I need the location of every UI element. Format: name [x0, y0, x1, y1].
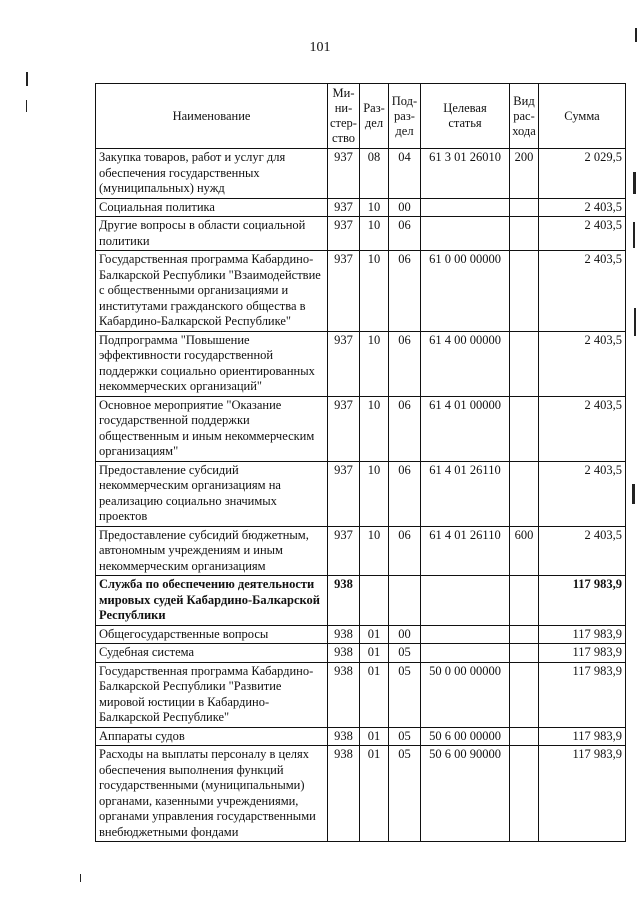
row-ministry-cell: 938: [328, 576, 360, 626]
row-subsection-cell: 06: [389, 331, 421, 396]
row-target-cell: [421, 625, 510, 644]
table-body: [96, 149, 626, 842]
row-ministry-cell: 937: [328, 331, 360, 396]
row-subsection-cell: 00: [389, 625, 421, 644]
row-section-cell: 10: [360, 331, 389, 396]
row-sum-cell: 2 403,5: [539, 217, 626, 251]
row-subsection-cell: 06: [389, 396, 421, 461]
row-subsection-cell: 05: [389, 746, 421, 842]
scan-artifact-mark: [80, 874, 81, 882]
row-name-cell: Предоставление субсидий бюджетным, автономным учреждениям и иным некоммерческим организациям: [96, 526, 328, 576]
header-target: Целевая статья: [421, 84, 510, 149]
row-name-cell: Государственная программа Кабардино-Балкарской Республики "Взаимодействие с общественными организациями и институтами гражданского общества в Кабардино-Балкарской Республике": [96, 251, 328, 332]
row-section-cell: 01: [360, 644, 389, 663]
row-subsection-cell: 05: [389, 662, 421, 727]
row-target-cell: 61 0 00 00000: [421, 251, 510, 332]
row-target-cell: 50 6 00 00000: [421, 727, 510, 746]
row-ministry-cell: 937: [328, 149, 360, 199]
row-section-cell: 01: [360, 727, 389, 746]
row-target-cell: 61 3 01 26010: [421, 149, 510, 199]
row-ministry-cell: 938: [328, 644, 360, 663]
row-name-cell: Аппараты судов: [96, 727, 328, 746]
header-subsection: Под- раз- дел: [389, 84, 421, 149]
row-name-cell: Социальная политика: [96, 198, 328, 217]
row-subsection-cell: 05: [389, 644, 421, 663]
row-expense-type-cell: [510, 625, 539, 644]
table-row: [96, 644, 626, 663]
row-name-cell: Служба по обеспечению деятельности мировых судей Кабардино-Балкарской Республики: [96, 576, 328, 626]
row-section-cell: 10: [360, 251, 389, 332]
table-row: [96, 662, 626, 727]
row-target-cell: [421, 198, 510, 217]
table-row: [96, 625, 626, 644]
row-target-cell: 50 0 00 00000: [421, 662, 510, 727]
row-name-cell: Общегосударственные вопросы: [96, 625, 328, 644]
row-target-cell: [421, 217, 510, 251]
row-target-cell: [421, 576, 510, 626]
scan-artifact-mark: [635, 28, 637, 42]
row-expense-type-cell: 600: [510, 526, 539, 576]
table-row: [96, 727, 626, 746]
row-sum-cell: 117 983,9: [539, 662, 626, 727]
row-expense-type-cell: [510, 251, 539, 332]
scan-artifact-mark: [633, 222, 635, 248]
row-ministry-cell: 937: [328, 396, 360, 461]
row-sum-cell: 2 403,5: [539, 331, 626, 396]
row-expense-type-cell: 200: [510, 149, 539, 199]
budget-table: [95, 83, 626, 842]
row-sum-cell: 117 983,9: [539, 746, 626, 842]
row-subsection-cell: 05: [389, 727, 421, 746]
scan-artifact-mark: [633, 172, 636, 194]
row-sum-cell: 2 403,5: [539, 526, 626, 576]
row-sum-cell: 117 983,9: [539, 727, 626, 746]
row-sum-cell: 117 983,9: [539, 576, 626, 626]
table-header-row: [96, 84, 626, 149]
table-row: [96, 526, 626, 576]
row-expense-type-cell: [510, 461, 539, 526]
row-section-cell: 01: [360, 746, 389, 842]
row-section-cell: 08: [360, 149, 389, 199]
row-section-cell: 01: [360, 625, 389, 644]
row-subsection-cell: 06: [389, 217, 421, 251]
table-row: [96, 331, 626, 396]
row-section-cell: 10: [360, 198, 389, 217]
header-section: Раз- дел: [360, 84, 389, 149]
row-expense-type-cell: [510, 746, 539, 842]
row-ministry-cell: 938: [328, 625, 360, 644]
row-target-cell: 61 4 00 00000: [421, 331, 510, 396]
row-sum-cell: 117 983,9: [539, 625, 626, 644]
row-target-cell: 61 4 01 26110: [421, 526, 510, 576]
table-row: [96, 576, 626, 626]
row-target-cell: [421, 644, 510, 663]
row-ministry-cell: 937: [328, 217, 360, 251]
table-row: [96, 746, 626, 842]
scan-artifact-mark: [26, 72, 28, 86]
row-expense-type-cell: [510, 727, 539, 746]
row-name-cell: Подпрограмма "Повышение эффективности государственной поддержки социально ориентированных некоммерческих организаций": [96, 331, 328, 396]
row-target-cell: 50 6 00 90000: [421, 746, 510, 842]
header-name: Наименование: [96, 84, 328, 149]
row-ministry-cell: 937: [328, 251, 360, 332]
table-row: [96, 396, 626, 461]
row-ministry-cell: 938: [328, 662, 360, 727]
table-row: [96, 149, 626, 199]
scan-artifact-mark: [632, 484, 635, 504]
header-ministry: Ми- ни- стер- ство: [328, 84, 360, 149]
row-sum-cell: 2 403,5: [539, 396, 626, 461]
row-sum-cell: 2 403,5: [539, 198, 626, 217]
table-row: [96, 461, 626, 526]
row-ministry-cell: 938: [328, 746, 360, 842]
row-section-cell: 10: [360, 396, 389, 461]
row-expense-type-cell: [510, 396, 539, 461]
row-expense-type-cell: [510, 644, 539, 663]
row-section-cell: 10: [360, 217, 389, 251]
row-section-cell: 01: [360, 662, 389, 727]
row-name-cell: Закупка товаров, работ и услуг для обеспечения государственных (муниципальных) нужд: [96, 149, 328, 199]
header-expense-type: Вид рас- хода: [510, 84, 539, 149]
row-subsection-cell: 04: [389, 149, 421, 199]
row-ministry-cell: 937: [328, 198, 360, 217]
row-name-cell: Судебная система: [96, 644, 328, 663]
row-target-cell: 61 4 01 26110: [421, 461, 510, 526]
table-row: [96, 251, 626, 332]
row-sum-cell: 117 983,9: [539, 644, 626, 663]
row-subsection-cell: 06: [389, 461, 421, 526]
row-section-cell: 10: [360, 461, 389, 526]
row-section-cell: [360, 576, 389, 626]
row-expense-type-cell: [510, 331, 539, 396]
row-name-cell: Расходы на выплаты персоналу в целях обеспечения выполнения функций государственными (муниципальными) органами, казенными учреждениями, органами управления государственными внебюджетными фондами: [96, 746, 328, 842]
row-subsection-cell: 00: [389, 198, 421, 217]
row-sum-cell: 2 403,5: [539, 461, 626, 526]
header-sum: Сумма: [539, 84, 626, 149]
row-subsection-cell: [389, 576, 421, 626]
scan-artifact-mark: [634, 308, 636, 336]
row-ministry-cell: 937: [328, 526, 360, 576]
row-name-cell: Государственная программа Кабардино-Балкарской Республики "Развитие мировой юстиции в Кабардино-Балкарской Республике": [96, 662, 328, 727]
row-ministry-cell: 937: [328, 461, 360, 526]
row-name-cell: Основное мероприятие "Оказание государственной поддержки общественным и иным некоммерческим организациям": [96, 396, 328, 461]
row-sum-cell: 2 403,5: [539, 251, 626, 332]
row-target-cell: 61 4 01 00000: [421, 396, 510, 461]
row-sum-cell: 2 029,5: [539, 149, 626, 199]
table-row: [96, 198, 626, 217]
row-ministry-cell: 938: [328, 727, 360, 746]
row-name-cell: Другие вопросы в области социальной политики: [96, 217, 328, 251]
scan-artifact-mark: [26, 100, 27, 112]
table-row: [96, 217, 626, 251]
row-expense-type-cell: [510, 217, 539, 251]
row-subsection-cell: 06: [389, 251, 421, 332]
page-number: 101: [309, 40, 331, 55]
row-expense-type-cell: [510, 576, 539, 626]
row-expense-type-cell: [510, 662, 539, 727]
row-subsection-cell: 06: [389, 526, 421, 576]
row-expense-type-cell: [510, 198, 539, 217]
row-section-cell: 10: [360, 526, 389, 576]
row-name-cell: Предоставление субсидий некоммерческим организациям на реализацию социально значимых проектов: [96, 461, 328, 526]
